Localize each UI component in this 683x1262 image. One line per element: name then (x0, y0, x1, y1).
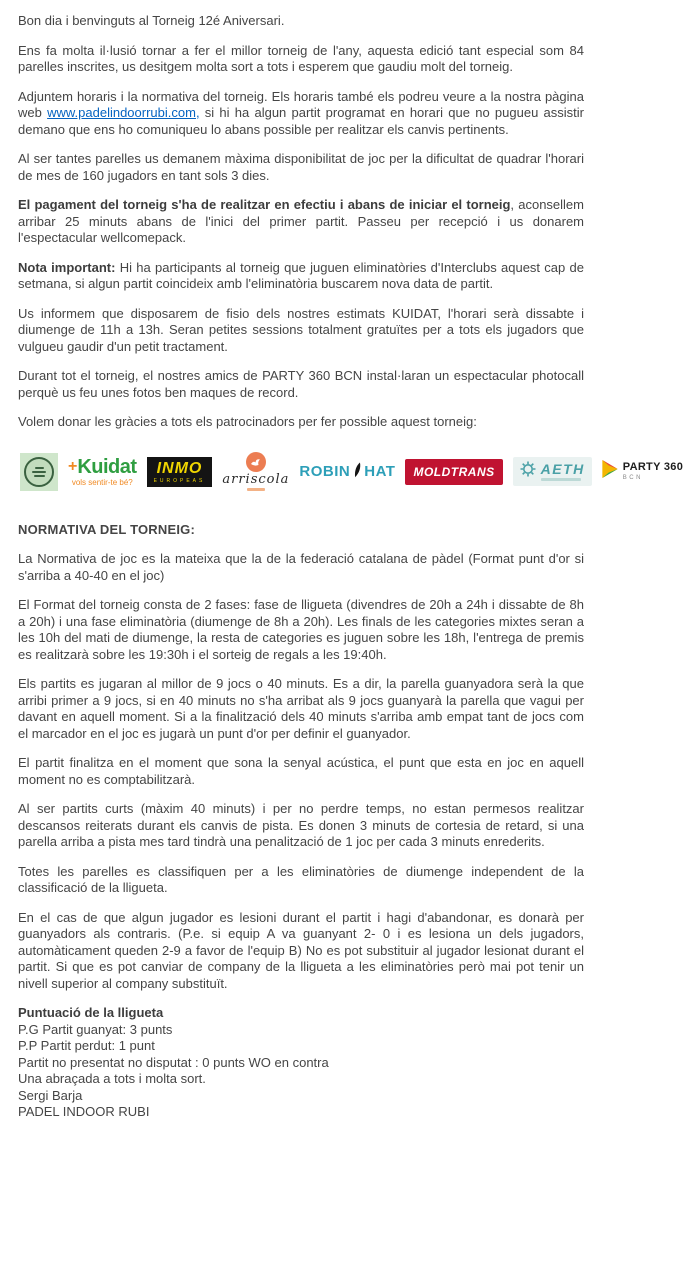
normativa-delays-paragraph: Al ser partits curts (màxim 40 minuts) i per no perdre temps, no estan permesos realitzar descansos reiterats durant els canvis de pista. Es donen 3 minuts de cortesia de retard, si una parella arriba a pista mes tard tindrà una penalització de 1 joc per cada 3 minuts enrederits. (18, 801, 584, 849)
payment-paragraph (18, 197, 584, 247)
sponsor-logo-strip (20, 444, 683, 500)
aeth-logo-subtext-bar (541, 478, 581, 481)
aeth-logo-text: AETH (540, 461, 585, 477)
schedule-paragraph (18, 89, 584, 139)
important-note-label: Nota important: (18, 259, 116, 275)
party360-logo-text: PARTY 360 (622, 461, 683, 473)
sponsor-party360-logo (602, 460, 683, 483)
payment-rest-text: , aconsellem arribar 25 minuts abans de l'inici del primer partit. Passeu per recepció i us donarem l'espectacular wellcomepack. (18, 197, 584, 245)
party360-logo-subtext: BCN (622, 475, 643, 481)
greeting-line: Bon dia i benvinguts al Torneig 12é Aniversari. (18, 13, 285, 28)
kuidat-tagline: vols sentir-te bé? (71, 477, 133, 487)
feather-icon (350, 461, 363, 482)
moldtrans-logo-text: MOLDTRANS (413, 464, 495, 479)
sponsor-kuidat-logo (68, 457, 137, 487)
normativa-federation-paragraph: La Normativa de joc es la mateixa que la de la federació catalana de pàdel (Format punt d'or si s'arriba a 40-40 en el joc) (18, 551, 584, 583)
sponsor-crest-logo (20, 453, 58, 491)
robin-hat-left-text: ROBIN (299, 463, 351, 480)
sponsor-arriscola-logo (222, 452, 289, 491)
availability-paragraph: Al ser tantes parelles us demanem màxima disponibilitat de joc per la dificultat de quadrar l'horari de mes de 160 jugadors en tant sols 3 dies. (18, 151, 584, 183)
physio-paragraph: Us informem que disposarem de fisio dels nostres estimats KUIDAT, l'horari serà dissabte i diumenge de 11h a 13h. Seran petites sessions totalment gratuïtes per a tots els jugadors que vulgueu gaudir d'un petit tractament. (18, 305, 584, 354)
schedule-text-after-link: si hi ha algun partit programat en horari que no pugueu assistir demano que ens ho comuniqueu lo abans possible per realitzar els canvis pertinents. (18, 105, 584, 137)
bird-icon (246, 452, 266, 472)
signature-club: PADEL INDOOR RUBI (18, 1104, 150, 1119)
signature-farewell: Una abraçada a tots i molta sort. (18, 1071, 206, 1086)
sponsor-robin-hat-logo (299, 462, 395, 481)
kuidat-logo-text: Kuidat (77, 455, 137, 478)
puntuacio-line-lost: P.P Partit perdut: 1 punt (18, 1038, 155, 1053)
sponsor-inmo-logo (147, 457, 213, 487)
important-note-paragraph (18, 260, 584, 293)
play-triangle-icon (602, 460, 618, 483)
puntuacio-line-won: P.G Partit guanyat: 3 punts (18, 1021, 173, 1037)
robin-hat-right-text: HAT (364, 463, 396, 480)
sponsor-aeth-logo (513, 457, 592, 486)
sponsor-moldtrans-logo (405, 459, 502, 485)
crest-seal-icon (24, 457, 54, 487)
website-link[interactable]: www.padelindoorrubi.com, (47, 105, 200, 120)
arriscola-logo-text: arriscola (222, 472, 290, 487)
photocall-paragraph: Durant tot el torneig, el nostres amics de PARTY 360 BCN instal·laran un espectacular photocall perquè us feu unes fotos ben maques de record. (18, 368, 584, 400)
puntuacio-heading: Puntuació de la lligueta (18, 1005, 164, 1020)
signature-name: Sergi Barja (18, 1087, 83, 1103)
arriscola-logo-subtext-bar (247, 488, 265, 491)
intro-paragraph: Ens fa molta il·lusió tornar a fer el millor torneig de l'any, aquesta edició tant especial som 84 parelles inscrites, us desitgem molta sort a tots i esperem que gaudiu molt del torneig. (18, 42, 584, 74)
puntuacio-line-wo: Partit no presentat no disputat : 0 punts WO en contra (18, 1054, 329, 1070)
normativa-injury-paragraph: En el cas de que algun jugador es lesioni durant el partit i hagi d'abandonar, es donarà per guanyadors als contraris. (P.e. si equip A va guanyant 2- 0 i es lesiona un dels jugadors, automàticament queden 2-9 a favor de l'equip B) No es pot substituir al jugador lesionat durant el partit. Si que es pot canviar de company de la lligueta a les eliminatòries però mai pot tenir un nivell superior al company substituït. (18, 909, 584, 991)
normativa-classification-paragraph: Totes les parelles es classifiquen per a les eliminatòries de diumenge independent de la classificació de la lligueta. (18, 863, 584, 895)
kuidat-plus-icon: + (68, 457, 78, 475)
normativa-signal-paragraph: El partit finalitza en el moment que sona la senyal acústica, el punt que esta en joc en aquell moment no es comptabilitzarà. (18, 755, 584, 787)
payment-bold-text: El pagament del torneig s'ha de realitzar en efectiu i abans de iniciar el torneig (18, 197, 511, 212)
important-note-text: Hi ha participants al torneig que juguen eliminatòries d'Interclubs aquest cap de setmana, si algun partit coincideix amb l'eliminatòria buscarem nova data de partit. (18, 259, 584, 291)
normativa-heading: NORMATIVA DEL TORNEIG: (18, 521, 196, 537)
gear-icon (520, 461, 536, 482)
normativa-format-paragraph: El Format del torneig consta de 2 fases: fase de lligueta (divendres de 20h a 24h i dissabte de 8h a 20h) i una fase eliminatòria (diumenge de 8h a 20h). Les finals de les categories mixtes seran a les 10h del mati de diumenge, la resta de categories es juguen sobre les 18h, l'entrega de premis es realitzarà sobre les 19:30h i el sorteig de regals a les 19:40h. (18, 597, 584, 662)
inmo-logo-subtext: EUROPEAS (153, 477, 206, 484)
schedule-text-before-link: Adjuntem horaris i la normativa del torneig. Els horaris també els podreu veure a la nostra pàgina web (18, 88, 584, 120)
normativa-match-rules-paragraph: Els partits es jugaran al millor de 9 jocs o 40 minuts. Es a dir, la parella guanyadora serà la que arribi primer a 9 jocs, si en 40 minuts no s'ha arribat als 9 jocs guanyarà la parella que vagui per davant en aquell moment. Si a la finalització dels 40 minuts s'arriba amb empat tant de jocs com el marcador en el joc es jugarà un punt d'or per definir el guanyador. (18, 676, 584, 741)
inmo-logo-text: INMO (156, 459, 203, 477)
sponsors-intro-line: Volem donar les gràcies a tots els patrocinadors per fer possible aquest torneig: (18, 414, 477, 429)
